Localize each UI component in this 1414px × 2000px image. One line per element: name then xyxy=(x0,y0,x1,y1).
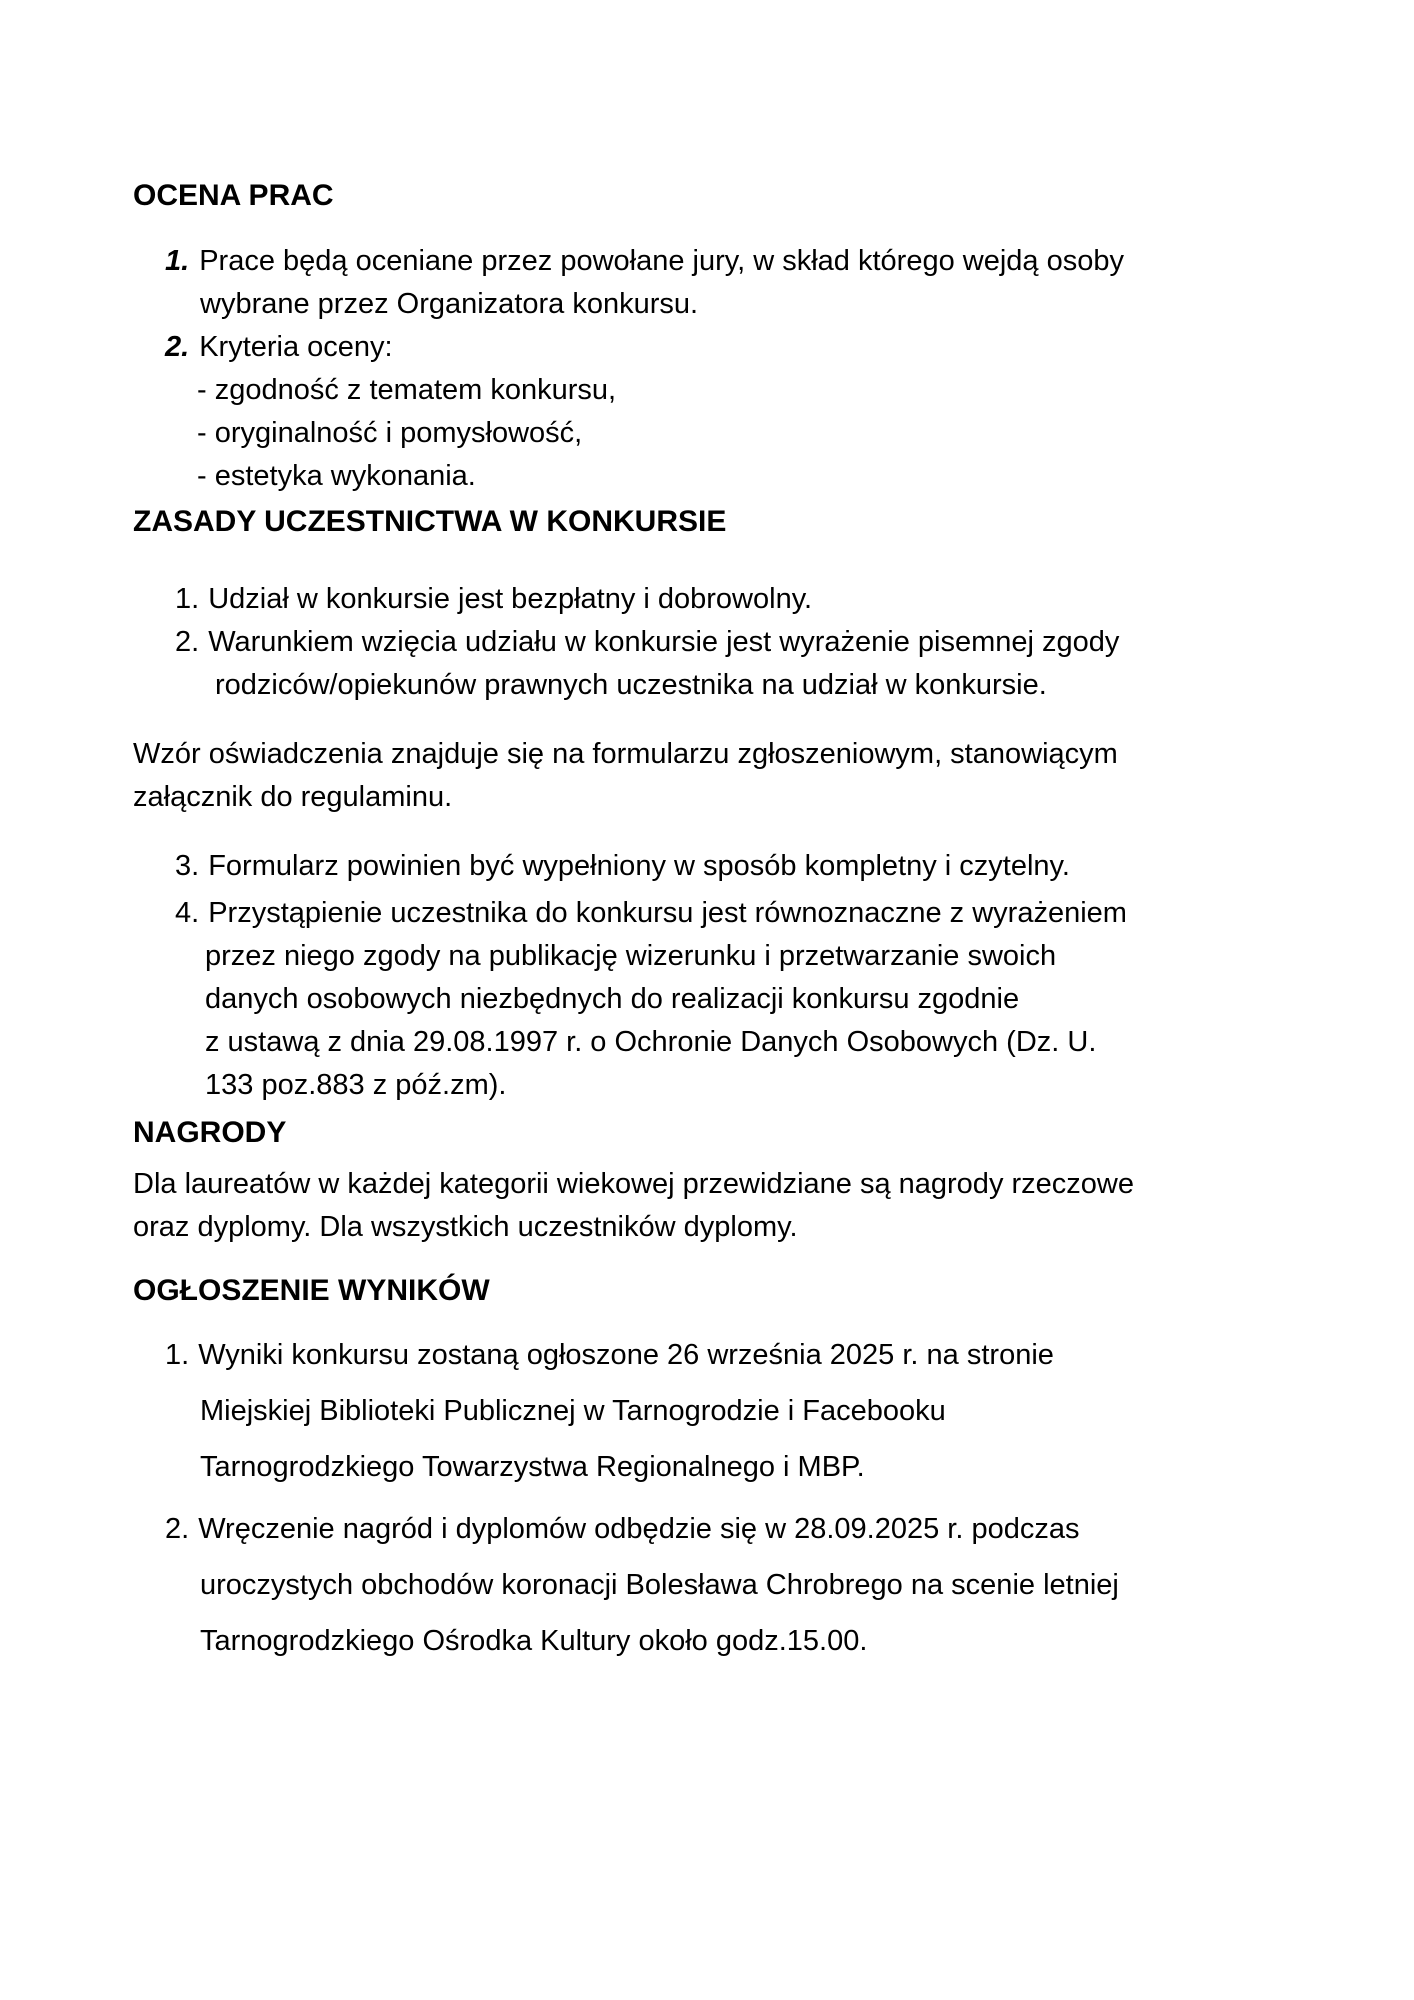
zasady-item-4-line-1 xyxy=(133,892,1294,935)
section-heading-zasady: ZASADY UCZESTNICTWA W KONKURSIE xyxy=(133,505,727,538)
zasady-item-4-line-4: z ustawą z dnia 29.08.1997 r. o Ochronie Danych Osobowych (Dz. U. xyxy=(205,1026,1097,1058)
wyniki-item-2-line-2: uroczystych obchodów koronacji Bolesława Chrobrego na scenie letniej xyxy=(200,1569,1119,1601)
ocena-item-2-line-1 xyxy=(133,326,1294,369)
zasady-note-line-2: załącznik do regulaminu. xyxy=(133,781,453,813)
wyniki-item-2-number: 2. xyxy=(165,1513,190,1545)
zasady-item-1-number: 1. xyxy=(175,583,200,615)
ocena-item-1-line-2: wybrane przez Organizatora konkursu. xyxy=(200,288,699,320)
zasady-note-line-1: Wzór oświadczenia znajduje się na formularzu zgłoszeniowym, stanowiącym xyxy=(133,738,1118,770)
section-heading-nagrody: NAGRODY xyxy=(133,1116,287,1149)
ocena-criterion-1: - zgodność z tematem konkursu, xyxy=(197,374,617,406)
wyniki-list xyxy=(133,1327,1294,1669)
wyniki-item-1-text: Wyniki konkursu zostaną ogłoszone 26 września 2025 r. na stronie xyxy=(198,1339,1054,1371)
zasady-item-2-line-2: rodziców/opiekunów prawnych uczestnika na udział w konkursie. xyxy=(215,669,1047,701)
zasady-item-2-text: Warunkiem wzięcia udziału w konkursie jest wyrażenie pisemnej zgody xyxy=(208,626,1120,658)
wyniki-item-2-line-3: Tarnogrodzkiego Ośrodka Kultury około godz.15.00. xyxy=(200,1625,868,1657)
zasady-item-3-text: Formularz powinien być wypełniony w sposób kompletny i czytelny. xyxy=(208,850,1070,882)
wyniki-item-1-line-2: Miejskiej Biblioteki Publicznej w Tarnogrodzie i Facebooku xyxy=(200,1395,946,1427)
wyniki-item-1-number: 1. xyxy=(165,1339,190,1371)
ocena-item-1-line-1 xyxy=(133,240,1294,283)
ocena-item-1-number: 1. xyxy=(165,245,190,277)
ocena-item-1-text: Prace będą oceniane przez powołane jury, w skład którego wejdą osoby xyxy=(199,245,1124,277)
zasady-item-4-line-5: 133 poz.883 z póź.zm). xyxy=(205,1069,507,1101)
zasady-item-4-text: Przystąpienie uczestnika do konkursu jest równoznaczne z wyrażeniem xyxy=(208,897,1127,929)
nagrody-para-line-2: oraz dyplomy. Dla wszystkich uczestników dyplomy. xyxy=(133,1211,798,1243)
wyniki-item-2-text: Wręczenie nagród i dyplomów odbędzie się w 28.09.2025 r. podczas xyxy=(198,1513,1080,1545)
ocena-criterion-3: - estetyka wykonania. xyxy=(197,460,476,492)
zasady-item-1-line-1 xyxy=(133,578,1294,621)
zasady-item-3-line-1 xyxy=(133,845,1294,888)
wyniki-item-1-line-1 xyxy=(133,1327,1294,1383)
zasady-item-2-line-1 xyxy=(133,621,1294,664)
wyniki-item-2-line-1 xyxy=(133,1501,1294,1557)
wyniki-item-1-line-3: Tarnogrodzkiego Towarzystwa Regionalnego i MBP. xyxy=(200,1451,865,1483)
zasady-item-1-text: Udział w konkursie jest bezpłatny i dobrowolny. xyxy=(208,583,813,615)
zasady-item-3-number: 3. xyxy=(175,850,200,882)
zasady-item-4-line-2: przez niego zgody na publikację wizerunku i przetwarzanie swoich xyxy=(205,940,1057,972)
zasady-item-4-number: 4. xyxy=(175,897,200,929)
nagrody-para-line-1: Dla laureatów w każdej kategorii wiekowej przewidziane są nagrody rzeczowe xyxy=(133,1168,1134,1200)
ocena-item-2-number: 2. xyxy=(165,331,190,363)
zasady-item-4-line-3: danych osobowych niezbędnych do realizacji konkursu zgodnie xyxy=(205,983,1020,1015)
section-heading-ocena-prac: OCENA PRAC xyxy=(133,179,334,212)
section-heading-wyniki: OGŁOSZENIE WYNIKÓW xyxy=(133,1274,490,1307)
ocena-criterion-2: - oryginalność i pomysłowość, xyxy=(197,417,583,449)
zasady-item-2-number: 2. xyxy=(175,626,200,658)
ocena-item-2-text: Kryteria oceny: xyxy=(199,331,393,363)
